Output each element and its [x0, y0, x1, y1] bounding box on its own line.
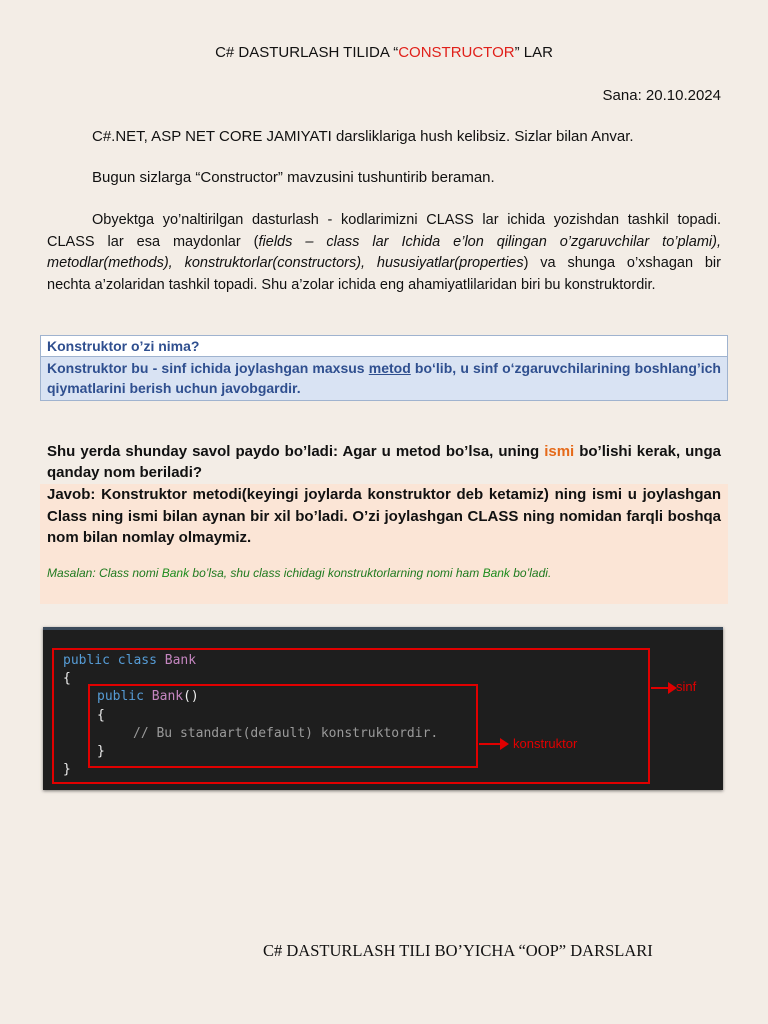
answer-text: Javob: Konstruktor metodi(keyingi joylarda konstruktor deb ketamiz) ning ismi u joylashgan Class ning ismi bilan aynan bir xil bo’ladi. O’zi joylashgan CLASS ning nomidan farqli boshqa nom bilan nomlay olmaymiz.	[47, 486, 721, 546]
title-prefix: C# DASTURLASH TILIDA “	[215, 44, 399, 61]
definition-after: bo‘lib, u sinf o‘zgaruvchilarining boshlang’ich qiymatlarini berish uchun javobgardir.	[47, 360, 721, 396]
sinf-arrow	[651, 687, 669, 689]
question-after: bo’lishi kerak, unga qanday nom beriladi?	[47, 443, 721, 481]
ctor-name: Bank	[151, 689, 184, 704]
definition-heading: Konstruktor o’zi nima?	[41, 336, 727, 357]
definition-box	[40, 335, 728, 401]
sinf-label: sinf	[676, 679, 697, 694]
example-part3: bo’ladi.	[509, 566, 552, 580]
para-part2: ) va shunga o’xshagan bir nechta a’zolaridan tashkil topadi. Shu a’zolar ichida eng ahamiyatlilaridan biri bu konstruktordir.	[47, 255, 721, 293]
code-ctor-open: {	[97, 708, 105, 723]
example-part1: Masalan: Class nomi	[47, 566, 162, 580]
question-highlight: ismi	[544, 443, 575, 460]
code-close-brace: }	[63, 762, 71, 777]
footer-text: C# DASTURLASH TILI BO’YICHA “OOP” DARSLARI	[263, 941, 653, 960]
konstruktor-label: konstruktor	[513, 736, 578, 751]
question-text	[47, 441, 721, 483]
code-line-class	[63, 653, 196, 668]
example-part2: bo’lsa, shu class ichidagi konstruktorlarning nomi ham	[189, 566, 483, 580]
question-before: Shu yerda shunday savol paydo bo’ladi: Agar u metod bo’lsa, uning	[47, 443, 545, 460]
kw-class: class	[117, 653, 157, 668]
konstruktor-arrow	[479, 743, 501, 745]
ctor-public: public	[97, 689, 144, 704]
definition-underlined: metod	[368, 360, 411, 376]
code-ctor-close: }	[97, 744, 105, 759]
title-suffix: ” LAR	[514, 44, 553, 61]
example-bank-1: Bank	[161, 566, 190, 580]
code-line-ctor	[97, 689, 199, 704]
kw-public: public	[63, 653, 110, 668]
title-highlight: CONSTRUCTOR	[398, 44, 515, 61]
para-italic: fields – class lar Ichida e’lon qilingan o’zgaruvchilar to’plami), metodlar(methods), konstruktorlar(constructors), hususiyatlar(properties	[47, 233, 721, 271]
date-label: Sana: 20.10.2024	[602, 87, 721, 104]
code-screenshot	[43, 627, 723, 790]
code-open-brace: {	[63, 671, 71, 686]
example-bank-2: Bank	[482, 566, 510, 580]
para-part1: Obyektga yo’naltirilgan dasturlash - kodlarimizni CLASS lar ichida yozishdan tashkil topadi. CLASS lar esa maydonlar (	[47, 212, 721, 250]
code-comment: // Bu standart(default) konstruktordir.	[133, 726, 439, 741]
page-title	[0, 44, 768, 61]
welcome-text: C#.NET, ASP NET CORE JAMIYATI darsliklariga hush kelibsiz. Sizlar bilan Anvar.	[92, 128, 634, 145]
answer-box	[40, 484, 728, 604]
class-name: Bank	[164, 653, 197, 668]
oop-paragraph	[47, 210, 721, 296]
example-text	[47, 566, 551, 580]
definition-before: Konstruktor bu - sinf ichida joylashgan maxsus	[47, 360, 369, 376]
topic-text: Bugun sizlarga “Constructor” mavzusini tushuntirib beraman.	[92, 169, 495, 186]
definition-text	[41, 357, 727, 400]
ctor-parens: ()	[183, 689, 199, 704]
